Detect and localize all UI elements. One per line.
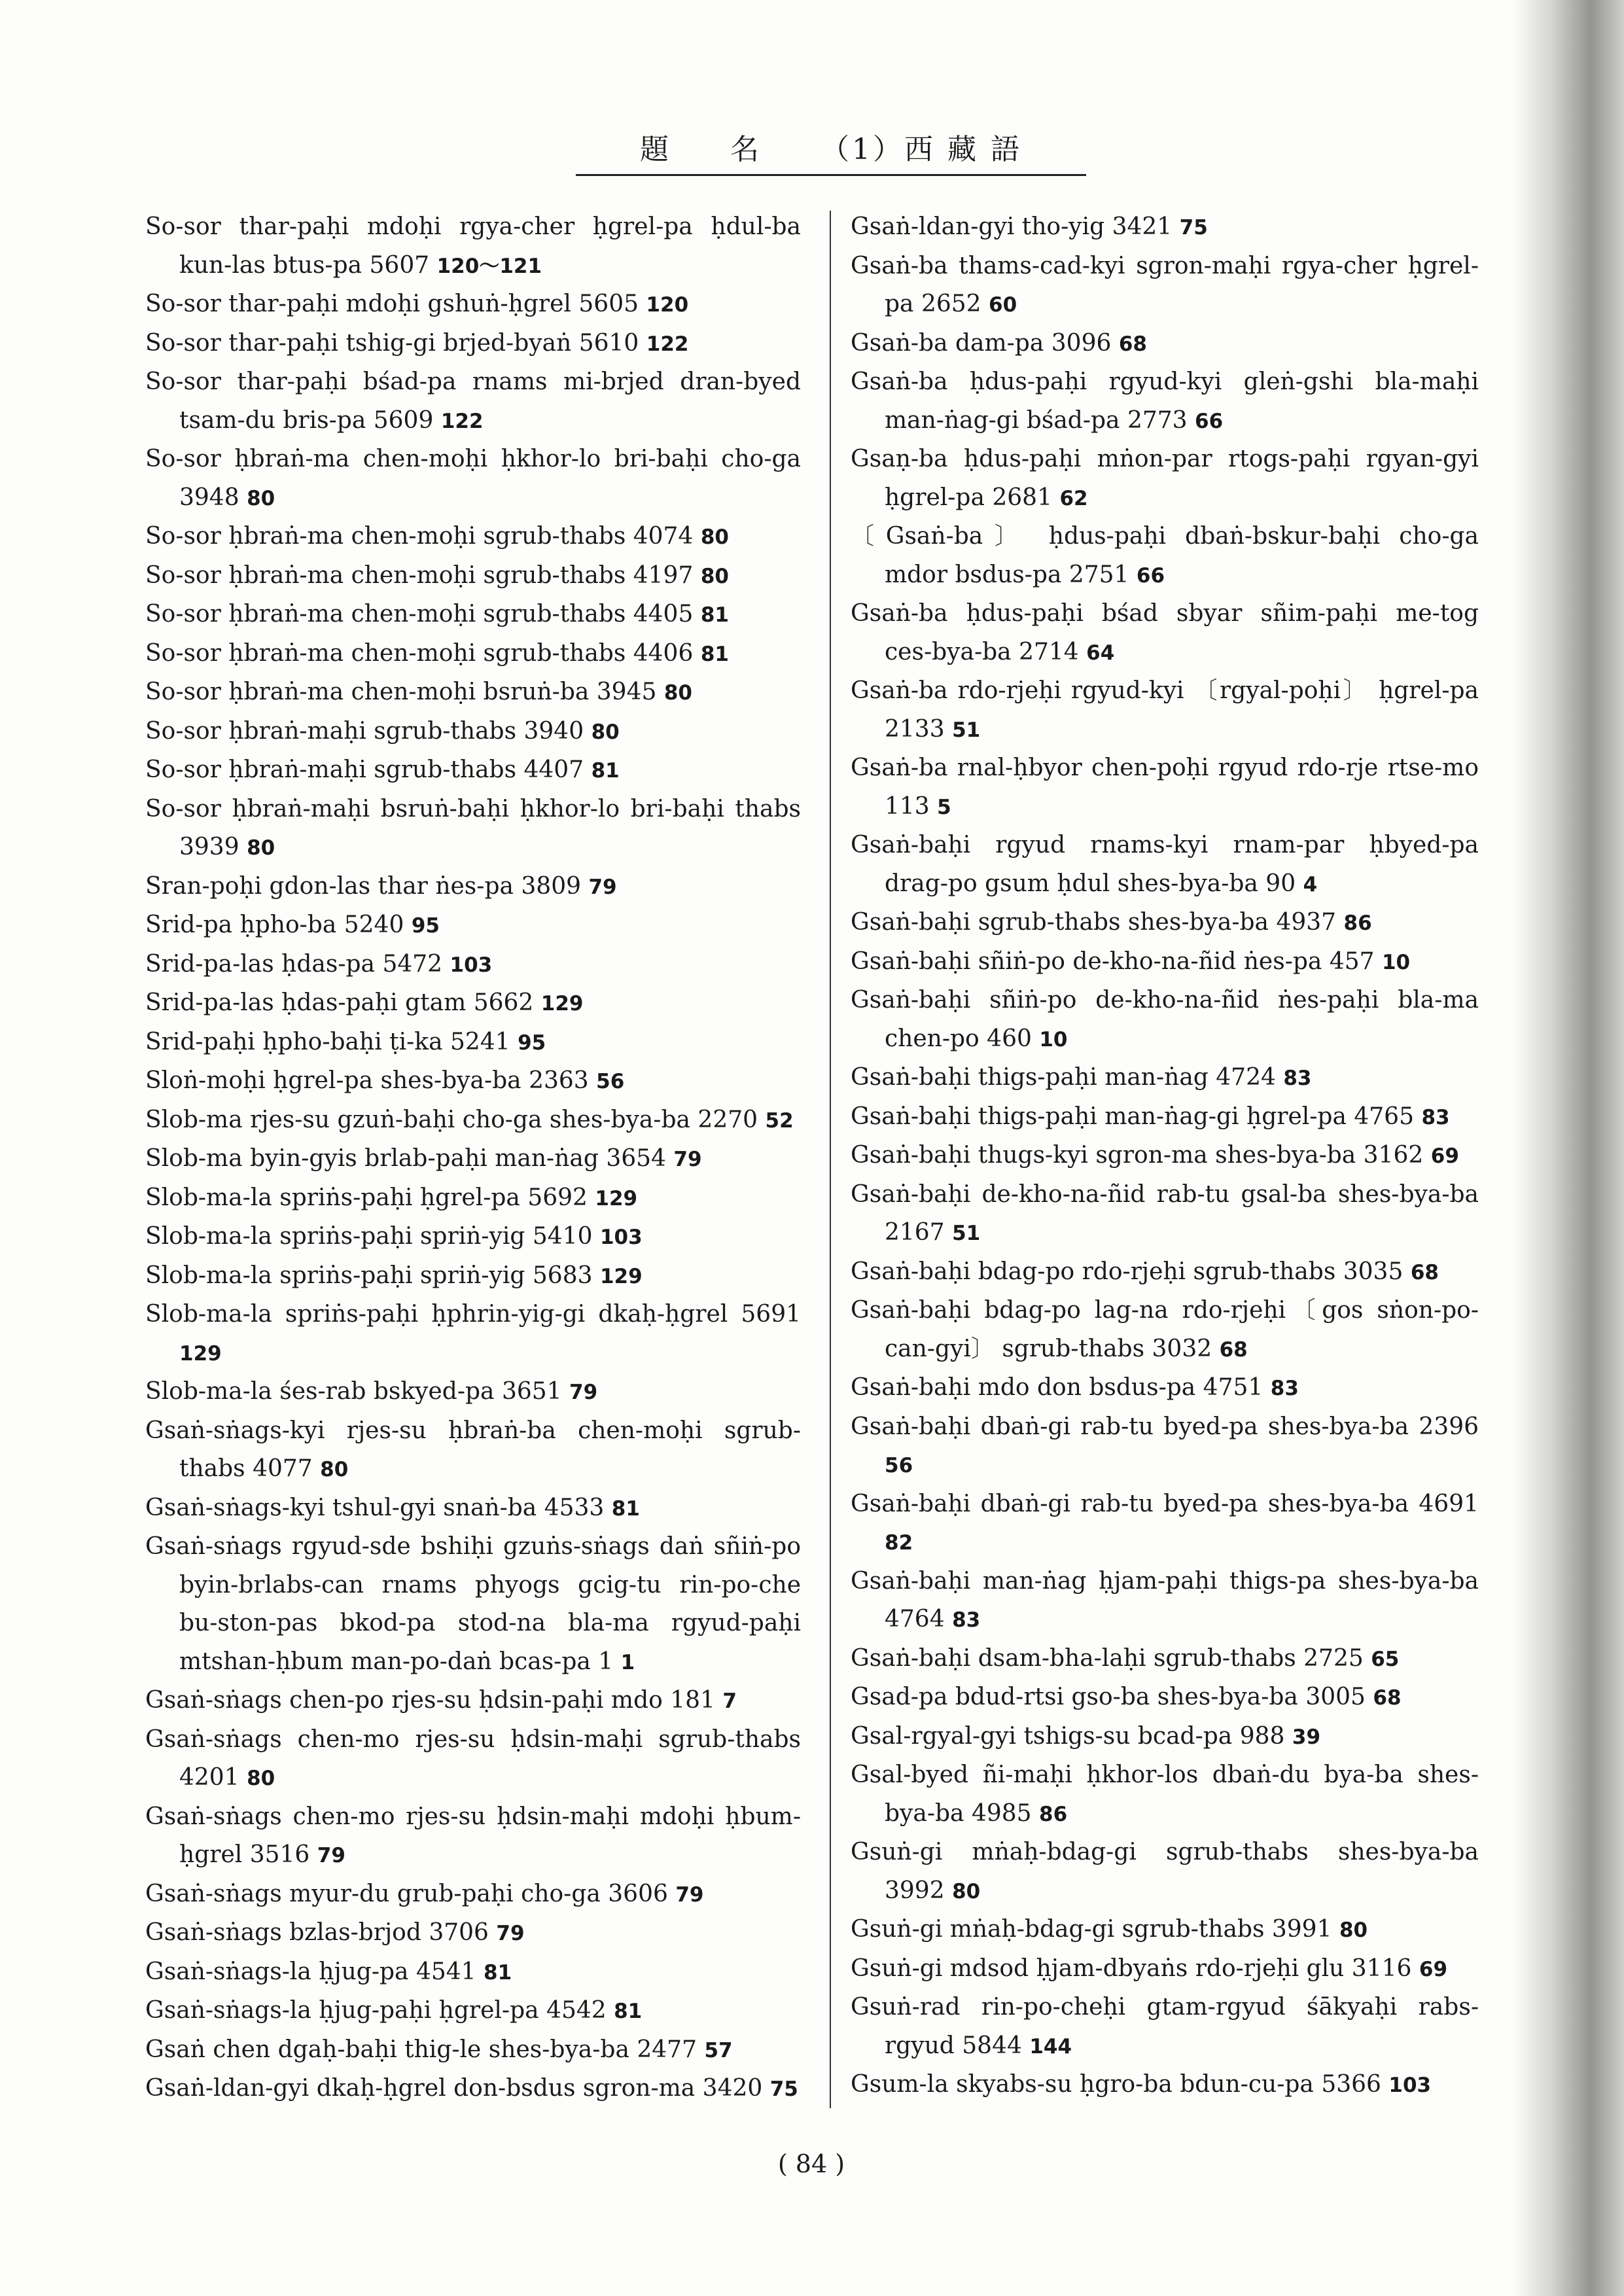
index-entry: [145, 1296, 801, 1373]
entry-title: Gsaṅ-sṅags-la ḥjug-paḥi ḥgrel-pa 4542: [145, 1997, 607, 2024]
entry-title: Gsaṅ-sṅags-la ḥjug-pa 4541: [145, 1958, 476, 1985]
entry-title: Gsaṅ-ba rdo-rjeḥi rgyud-kyi 〔rgyal-poḥi〕 ḥgrel-pa 2133: [851, 677, 1479, 743]
entry-title: Gsaṅ-baḥi sñiṅ-po de-kho-na-ñid ṅes-pa 457: [851, 947, 1375, 975]
entry-page-ref: 129: [595, 1186, 638, 1210]
index-entry: [145, 208, 801, 285]
column-divider: [830, 211, 831, 2108]
entry-page-ref: 56: [596, 1070, 625, 1093]
index-entry: [145, 945, 801, 985]
index-entry: [145, 557, 801, 596]
index-entry: [145, 1953, 801, 1992]
entry-page-ref: 68: [1373, 1686, 1402, 1710]
entry-title: So-sor thar-paḥi bśad-pa rnams mi-brjed dran-byed tsam-du bris-pa 5609: [145, 368, 801, 434]
header-subtitle: （1）西 藏 語: [821, 133, 1022, 166]
index-entry: [145, 906, 801, 945]
index-entry: [851, 749, 1479, 826]
entry-title: Gsaṅ-ba dam-pa 3096: [851, 329, 1112, 357]
entry-page-ref: 81: [700, 642, 729, 666]
entry-page-ref: 10: [1381, 950, 1411, 974]
index-entry: [145, 1257, 801, 1296]
entry-title: So-sor ḥbraṅ-maḥi sgrub-thabs 4407: [145, 756, 584, 783]
page-header: [576, 126, 1086, 176]
entry-title: Gsuṅ-gi mdsod ḥjam-dbyaṅs rdo-rjeḥi glu 3116: [851, 1954, 1412, 1982]
index-entry: [851, 904, 1479, 943]
entry-title: Slob-ma-la śes-rab bskyed-pa 3651: [145, 1378, 562, 1405]
entry-page-ref: 81: [611, 1496, 640, 1521]
left-column: [145, 208, 801, 2109]
index-entry: [851, 1678, 1479, 1718]
entry-page-ref: 80: [1339, 1918, 1368, 1942]
entry-page-ref: 103: [450, 953, 493, 977]
entry-page-ref: 83: [1421, 1105, 1450, 1129]
entry-page-ref: 62: [1059, 486, 1088, 510]
entry-title: Gsaṅ-sṅags myur-du grub-paḥi cho-ga 3606: [145, 1880, 668, 1907]
entry-title: Gsaṅ-sṅags chen-mo rjes-su ḥdsin-maḥi sgrub-thabs 4201: [145, 1725, 801, 1791]
index-entry: [145, 1682, 801, 1721]
index-entry: [851, 595, 1479, 672]
entry-page-ref: 57: [704, 2038, 733, 2062]
entry-page-ref: 65: [1371, 1647, 1400, 1671]
entry-title: Gsaṅ-sṅags bzlas-brjod 3706: [145, 1919, 489, 1946]
index-entry: [851, 672, 1479, 749]
entry-title: Gsaṅ-baḥi bdag-po rdo-rjeḥi sgrub-thabs 3035: [851, 1258, 1403, 1285]
entry-title: Gsaṅ-baḥi dbaṅ-gi rab-tu byed-pa shes-bya-ba 2396: [851, 1413, 1479, 1440]
entry-page-ref: 80: [247, 836, 275, 860]
index-entry: [851, 2066, 1479, 2105]
entry-title: Srid-pa-las ḥdas-pa 5472: [145, 950, 443, 978]
entry-page-ref: 79: [673, 1148, 702, 1171]
index-entry: [851, 1911, 1479, 1950]
entry-title: Gsuṅ-gi mṅaḥ-bdag-gi sgrub-thabs 3991: [851, 1916, 1332, 1943]
index-entry: [851, 1640, 1479, 1679]
index-entry: [851, 208, 1479, 247]
header-title-1: 題: [640, 133, 672, 166]
index-entry: [145, 2070, 801, 2109]
entry-page-ref: 51: [952, 718, 981, 742]
entry-page-ref: 79: [675, 1882, 704, 1907]
entry-page-ref: 83: [1283, 1067, 1312, 1090]
entry-page-ref: 10: [1039, 1027, 1068, 1051]
index-entry: [145, 1218, 801, 1257]
index-entry: [851, 363, 1479, 440]
entry-title: Slob-ma-la spriṅs-paḥi ḥphrin-yig-gi dkaḥ-ḥgrel 5691: [145, 1301, 801, 1328]
entry-title: Gsaṅ-ba ḥdus-paḥi bśad sbyar sñim-paḥi me-tog ces-bya-ba 2714: [851, 600, 1479, 665]
entry-page-ref: 79: [588, 875, 617, 899]
entry-page-ref: 129: [179, 1341, 222, 1366]
index-entry: [145, 1798, 801, 1875]
entry-page-ref: 79: [569, 1381, 598, 1404]
entry-page-ref: 7: [722, 1689, 737, 1713]
entry-page-ref: 129: [540, 992, 584, 1016]
entry-title: Gsaṅ-baḥi thigs-paḥi man-ṅag-gi ḥgrel-pa 4765: [851, 1103, 1414, 1130]
entry-title: Gsaṅ-sṅags-kyi rjes-su ḥbraṅ-ba chen-moḥi sgrub-thabs 4077: [145, 1417, 801, 1482]
entry-page-ref: 66: [1195, 409, 1224, 433]
entry-title: Gsal-rgyal-gyi tshigs-su bcad-pa 988: [851, 1722, 1285, 1750]
entry-page-ref: 52: [765, 1108, 794, 1133]
entry-title: Gsaṅ-ldan-gyi tho-yig 3421: [851, 213, 1173, 240]
entry-title: Gsaṅ-baḥi mdo don bsdus-pa 4751: [851, 1374, 1263, 1401]
entry-page-ref: 68: [1410, 1260, 1439, 1284]
entry-page-ref: 56: [885, 1454, 913, 1477]
entry-page-ref: 82: [885, 1531, 913, 1555]
entry-title: Gsaṅ-baḥi thigs-paḥi man-ṅag 4724: [851, 1064, 1276, 1091]
entry-page-ref: 5: [937, 795, 951, 819]
entry-title: Gsaṅ-baḥi de-kho-na-ñid rab-tu gsal-ba shes-bya-ba 2167: [851, 1180, 1479, 1246]
entry-page-ref: 1: [620, 1650, 635, 1674]
entry-title: Gsuṅ-rad rin-po-cheḥi gtam-rgyud śākyaḥi rabs-rgyud 5844: [851, 1994, 1479, 2059]
entry-page-ref: 80: [247, 486, 275, 510]
index-entry: [145, 1528, 801, 1682]
index-entry: [851, 1563, 1479, 1640]
index-entry: [851, 1369, 1479, 1408]
entry-title: So-sor ḥbraṅ-ma chen-moḥi sgrub-thabs 4405: [145, 601, 694, 627]
entry-title: So-sor ḥbraṅ-maḥi bsruṅ-baḥi ḥkhor-lo bri-baḥi thabs 3939: [145, 795, 801, 860]
entry-title: So-sor ḥbraṅ-ma chen-moḥi ḥkhor-lo bri-baḥi cho-ga 3948: [145, 446, 801, 511]
entry-page-ref: 122: [646, 332, 689, 356]
index-entry: [851, 325, 1479, 364]
entry-title: Gsaṅ-baḥi thugs-kyi sgron-ma shes-bya-ba 3162: [851, 1142, 1424, 1169]
entry-title: So-sor thar-paḥi tshig-gi brjed-byaṅ 5610: [145, 329, 639, 357]
entry-page-ref: 69: [1419, 1957, 1448, 1981]
entry-page-ref: 86: [1039, 1802, 1068, 1826]
index-entry: [145, 984, 801, 1023]
scan-edge-shadow: [1513, 0, 1624, 2296]
entry-title: Gsal-byed ñi-maḥi ḥkhor-los dbaṅ-du bya-ba shes-bya-ba 4985: [851, 1761, 1479, 1827]
entry-page-ref: 4: [1303, 872, 1318, 896]
entry-title: Gsaṅ-baḥi dsam-bha-laḥi sgrub-thabs 2725: [851, 1644, 1364, 1672]
index-entry: [145, 1489, 801, 1528]
index-entry: [851, 826, 1479, 904]
entry-title: Srid-pa-las ḥdas-paḥi gtam 5662: [145, 989, 534, 1016]
page-number: ( 84 ): [777, 2149, 845, 2178]
entry-title: Gsaṅ-baḥi bdag-po lag-na rdo-rjeḥi〔gos sṅon-po-can-gyi〕 sgrub-thabs 3032: [851, 1297, 1479, 1362]
index-entry: [851, 1756, 1479, 1833]
index-entry: [145, 440, 801, 518]
entry-title: Gsaṅ chen dgaḥ-baḥi thig-le shes-bya-ba 2477: [145, 2036, 697, 2063]
entry-title: Slob-ma-la spriṅs-paḥi spriṅ-yig 5410: [145, 1223, 593, 1250]
entry-title: Gsaṅ-ba rnal-ḥbyor chen-poḥi rgyud rdo-rje rtse-mo 113: [851, 754, 1479, 820]
index-entry: [851, 518, 1479, 595]
header-title-2: 名: [730, 133, 762, 166]
entry-title: So-sor ḥbraṅ-ma chen-moḥi sgrub-thabs 4406: [145, 639, 694, 667]
index-entry: [145, 1140, 801, 1179]
entry-title: Gsaṅ-ba thams-cad-kyi sgron-maḥi rgya-cher ḥgrel-pa 2652: [851, 252, 1479, 317]
index-entry: [145, 1721, 801, 1798]
entry-page-ref: 39: [1292, 1725, 1321, 1749]
entry-title: Sran-poḥi gdon-las thar ṅes-pa 3809: [145, 872, 582, 900]
index-entry: [145, 868, 801, 907]
entry-page-ref: 80: [663, 681, 692, 705]
index-entry: [851, 1137, 1479, 1176]
entry-page-ref: 66: [1136, 563, 1165, 588]
index-entry: [145, 1914, 801, 1953]
index-entry: [145, 518, 801, 557]
entry-title: Slob-ma rjes-su gzuṅ-baḥi cho-ga shes-bya-ba 2270: [145, 1106, 758, 1133]
index-entry: [145, 790, 801, 868]
index-entry: [851, 1292, 1479, 1369]
entry-page-ref: 81: [484, 1960, 512, 1985]
entry-page-ref: 75: [1179, 216, 1208, 239]
index-entry: [145, 1412, 801, 1489]
entry-title: Slob-ma-la spriṅs-paḥi ḥgrel-pa 5692: [145, 1184, 588, 1211]
index-entry: [145, 673, 801, 713]
index-entry: [145, 635, 801, 674]
entry-title: Gsaṅ-baḥi sgrub-thabs shes-bya-ba 4937: [851, 909, 1337, 936]
entry-page-ref: 68: [1118, 332, 1147, 356]
entry-page-ref: 69: [1430, 1144, 1459, 1168]
entry-title: Sloṅ-moḥi ḥgrel-pa shes-bya-ba 2363: [145, 1067, 589, 1094]
entry-title: So-sor ḥbraṅ-ma chen-moḥi bsruṅ-ba 3945: [145, 679, 657, 705]
index-entry: [145, 363, 801, 440]
entry-page-ref: 68: [1219, 1337, 1248, 1362]
entry-title: Gsad-pa bdud-rtsi gso-ba shes-bya-ba 3005: [851, 1684, 1366, 1710]
entry-title: Srid-paḥi ḥpho-baḥi ṭi-ka 5241: [145, 1028, 510, 1055]
entry-title: Gsaṅ-ba ḥdus-paḥi rgyud-kyi gleṅ-gshi bla-maḥi man-ṅag-gi bśad-pa 2773: [851, 368, 1479, 434]
entry-page-ref: 80: [320, 1458, 349, 1481]
entry-page-ref: 60: [989, 293, 1017, 317]
index-entry: [851, 1485, 1479, 1563]
entry-title: 〔Gsaṅ-ba〕 ḥdus-paḥi dbaṅ-bskur-baḥi cho-ga mdor bsdus-pa 2751: [851, 523, 1479, 588]
entry-page-ref: 80: [247, 1767, 275, 1790]
entry-title: Gsaṅ-baḥi sñiṅ-po de-kho-na-ñid ṅes-paḥi bla-ma chen-po 460: [851, 987, 1479, 1052]
entry-page-ref: 129: [599, 1264, 643, 1288]
index-entry: [851, 1059, 1479, 1098]
entry-title: Gsaṅ-baḥi man-ṅag ḥjam-paḥi thigs-pa shes-bya-ba 4764: [851, 1567, 1479, 1633]
entry-page-ref: 79: [496, 1922, 525, 1945]
index-entry: [145, 1373, 801, 1412]
index-entry: [145, 1179, 801, 1218]
entry-title: Slob-ma-la spriṅs-paḥi spriṅ-yig 5683: [145, 1262, 593, 1289]
entry-page-ref: 64: [1086, 641, 1115, 665]
entry-page-ref: 95: [518, 1031, 546, 1055]
entry-title: Gsaṅ-ldan-gyi dkaḥ-ḥgrel don-bsdus sgron-ma 3420: [145, 2075, 763, 2102]
entry-title: Gsaṇ-ba ḥdus-paḥi mṅon-par rtogs-paḥi rgyan-gyi ḥgrel-pa 2681: [851, 446, 1479, 511]
entry-title: Gsaṅ-sṅags chen-po rjes-su ḥdsin-paḥi mdo 181: [145, 1687, 715, 1714]
index-entry: [851, 247, 1479, 325]
entry-page-ref: 80: [591, 720, 620, 744]
entry-page-ref: 80: [952, 1879, 981, 1903]
entry-page-ref: 86: [1343, 911, 1372, 935]
entry-page-ref: 51: [952, 1222, 981, 1245]
entry-page-ref: 103: [599, 1226, 643, 1249]
entry-title: Gsaṅ-sṅags rgyud-sde bshiḥi gzuṅs-sṅags daṅ sñiṅ-po byin-brlabs-can rnams phyogs gcig-tu rin-po-che bu-ston-pas bkod-pa stod-na bla-ma rgyud-paḥi mtshan-ḥbum man-po-daṅ bcas-pa 1: [145, 1533, 801, 1675]
entry-title: So-sor ḥbraṅ-maḥi sgrub-thabs 3940: [145, 717, 584, 745]
entry-title: Srid-pa ḥpho-ba 5240: [145, 911, 404, 938]
index-entry: [851, 1718, 1479, 1757]
index-entry: [851, 1988, 1479, 2066]
entry-page-ref: 81: [591, 759, 620, 783]
index-entry: [145, 2031, 801, 2070]
entry-page-ref: 81: [614, 2000, 643, 2023]
index-entry: [145, 751, 801, 790]
entry-page-ref: 80: [700, 564, 729, 588]
entry-page-ref: 80: [700, 525, 729, 549]
entry-title: So-sor ḥbraṅ-ma chen-moḥi sgrub-thabs 4074: [145, 523, 694, 550]
entry-page-ref: 81: [700, 603, 729, 627]
entry-page-ref: 75: [769, 2077, 798, 2101]
entry-title: Slob-ma byin-gyis brlab-paḥi man-ṅag 3654: [145, 1145, 666, 1172]
index-entry: [851, 1833, 1479, 1911]
index-entry: [145, 595, 801, 635]
index-entry: [145, 1101, 801, 1140]
index-entry: [145, 1023, 801, 1063]
entry-page-ref: 122: [440, 409, 484, 433]
index-entry: [851, 1408, 1479, 1485]
index-entry: [851, 1176, 1479, 1253]
index-entry: [851, 1098, 1479, 1137]
entry-title: So-sor thar-paḥi mdoḥi gshuṅ-ḥgrel 5605: [145, 291, 639, 317]
right-column: [851, 208, 1479, 2105]
entry-page-ref: 120: [646, 293, 689, 317]
index-entry: [145, 1875, 801, 1915]
index-entry: [145, 285, 801, 325]
index-entry: [851, 1253, 1479, 1292]
entry-title: Gsum-la skyabs-su ḥgro-ba bdun-cu-pa 5366: [851, 2071, 1381, 2098]
index-entry: [851, 1950, 1479, 1989]
entry-title: So-sor ḥbraṅ-ma chen-moḥi sgrub-thabs 4197: [145, 561, 694, 589]
index-entry: [145, 1992, 801, 2031]
index-entry: [851, 943, 1479, 982]
entry-title: Gsaṅ-sṅags-kyi tshul-gyi snaṅ-ba 4533: [145, 1494, 605, 1521]
entry-page-ref: 83: [952, 1608, 981, 1632]
index-entry: [851, 981, 1479, 1059]
entry-title: Gsuṅ-gi mṅaḥ-bdag-gi sgrub-thabs shes-bya-ba 3992: [851, 1839, 1479, 1904]
entry-page-ref: 103: [1388, 2074, 1432, 2097]
entry-page-ref: 120～121: [436, 254, 542, 278]
entry-page-ref: 144: [1029, 2034, 1072, 2058]
index-entry: [851, 440, 1479, 518]
entry-title: Gsaṅ-sṅags chen-mo rjes-su ḥdsin-maḥi mdoḥi ḥbum-ḥgrel 3516: [145, 1803, 801, 1868]
entry-page-ref: 83: [1270, 1377, 1299, 1400]
entry-title: So-sor thar-paḥi mdoḥi rgya-cher ḥgrel-pa ḥdul-ba kun-las btus-pa 5607: [145, 213, 801, 279]
index-entry: [145, 1062, 801, 1101]
index-entry: [145, 325, 801, 364]
entry-page-ref: 79: [317, 1844, 345, 1867]
index-entry: [145, 713, 801, 752]
entry-page-ref: 95: [411, 914, 440, 938]
entry-title: Gsaṅ-baḥi rgyud rnams-kyi rnam-par ḥbyed-pa drag-po gsum ḥdul shes-bya-ba 90: [851, 832, 1479, 897]
entry-title: Gsaṅ-baḥi dbaṅ-gi rab-tu byed-pa shes-bya-ba 4691: [851, 1490, 1479, 1517]
